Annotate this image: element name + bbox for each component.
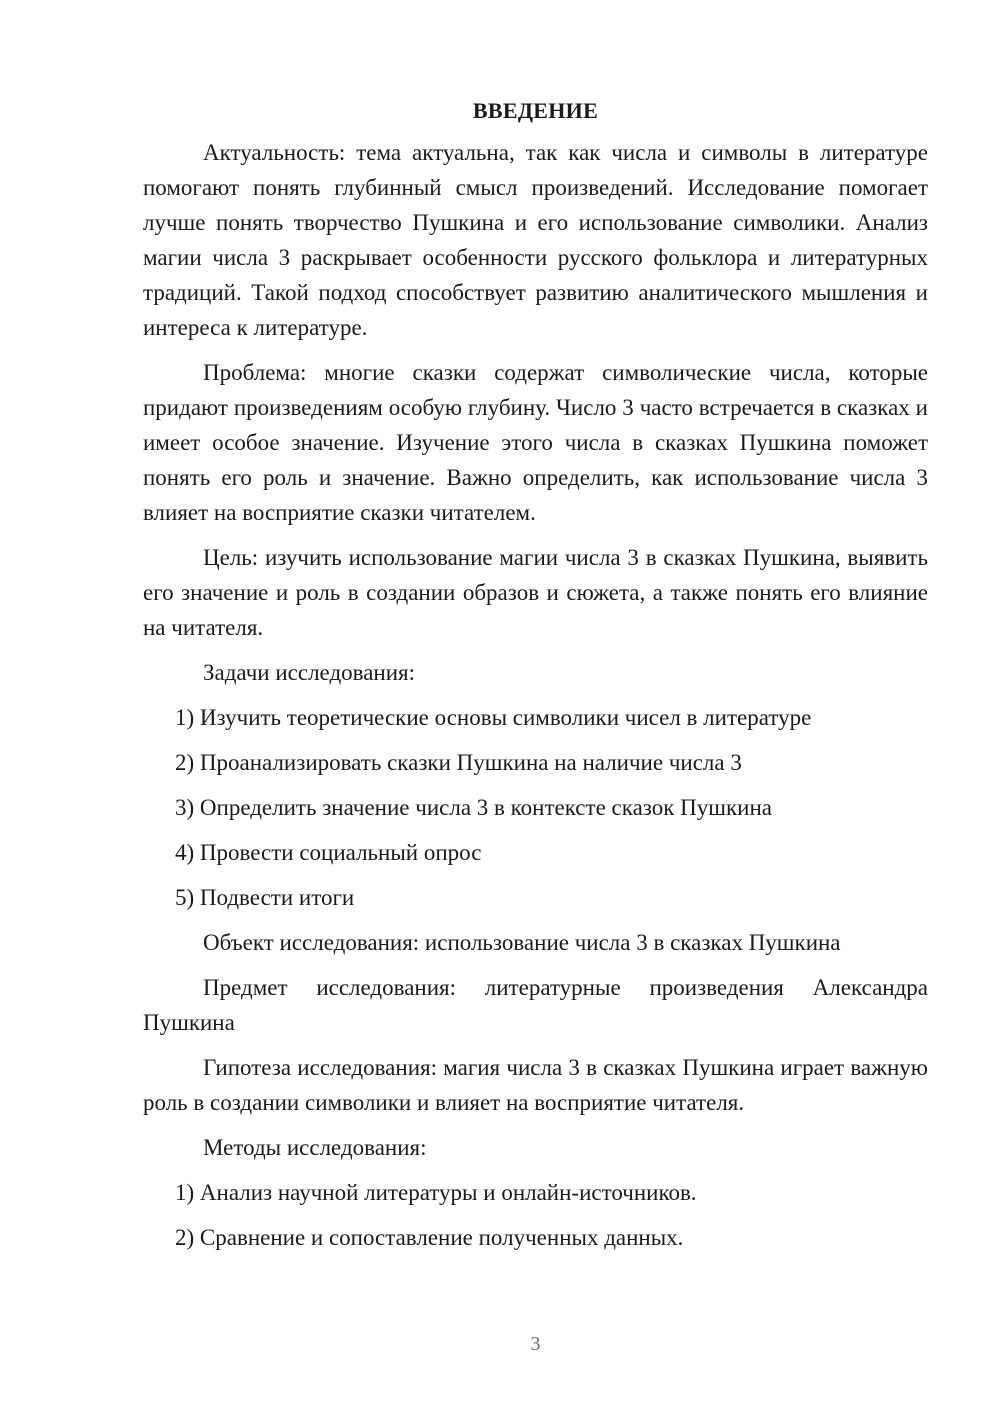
methods-heading: Методы исследования: (203, 1135, 427, 1160)
goal-paragraph: Цель: изучить использование магии числа 3 в сказках Пушкина, выявить его значение и роль в создании образов и сюжета, а также понять его влияние на читателя. (143, 545, 928, 640)
task-item: 5) Подвести итоги (175, 885, 355, 910)
task-item: 2) Проанализировать сказки Пушкина на наличие числа 3 (175, 750, 742, 775)
task-item: 4) Провести социальный опрос (175, 840, 482, 865)
task-item: 1) Изучить теоретические основы символики чисел в литературе (175, 705, 812, 730)
tasks-heading: Задачи исследования: (203, 660, 416, 685)
problem-paragraph: Проблема: многие сказки содержат символические числа, которые придают произведениям особую глубину. Число 3 часто встречается в сказках и имеет особое значение. Изучение этого числа в сказках Пушкина поможет понять его роль и значение. Важно определить, как использование числа 3 влияет на восприятие сказки читателем. (143, 360, 928, 525)
method-item: 1) Анализ научной литературы и онлайн-источников. (175, 1180, 697, 1205)
page-number: 3 (530, 1333, 541, 1355)
document-page (143, 96, 928, 1265)
subject-paragraph: Предмет исследования: литературные произведения Александра Пушкина (143, 975, 928, 1035)
task-item: 3) Определить значение числа 3 в контексте сказок Пушкина (175, 795, 772, 820)
section-title: ВВЕДЕНИЕ (472, 98, 599, 123)
hypothesis-paragraph: Гипотеза исследования: магия числа 3 в сказках Пушкина играет важную роль в создании символики и влияет на восприятие читателя. (143, 1055, 928, 1115)
relevance-paragraph: Актуальность: тема актуальна, так как числа и символы в литературе помогают понять глубинный смысл произведений. Исследование помогает лучше понять творчество Пушкина и его использование символики. Анализ магии числа 3 раскрывает особенности русского фольклора и литературных традиций. Такой подход способствует развитию аналитического мышления и интереса к литературе. (143, 140, 928, 340)
method-item: 2) Сравнение и сопоставление полученных данных. (175, 1225, 684, 1250)
object-line: Объект исследования: использование числа 3 в сказках Пушкина (203, 930, 841, 955)
